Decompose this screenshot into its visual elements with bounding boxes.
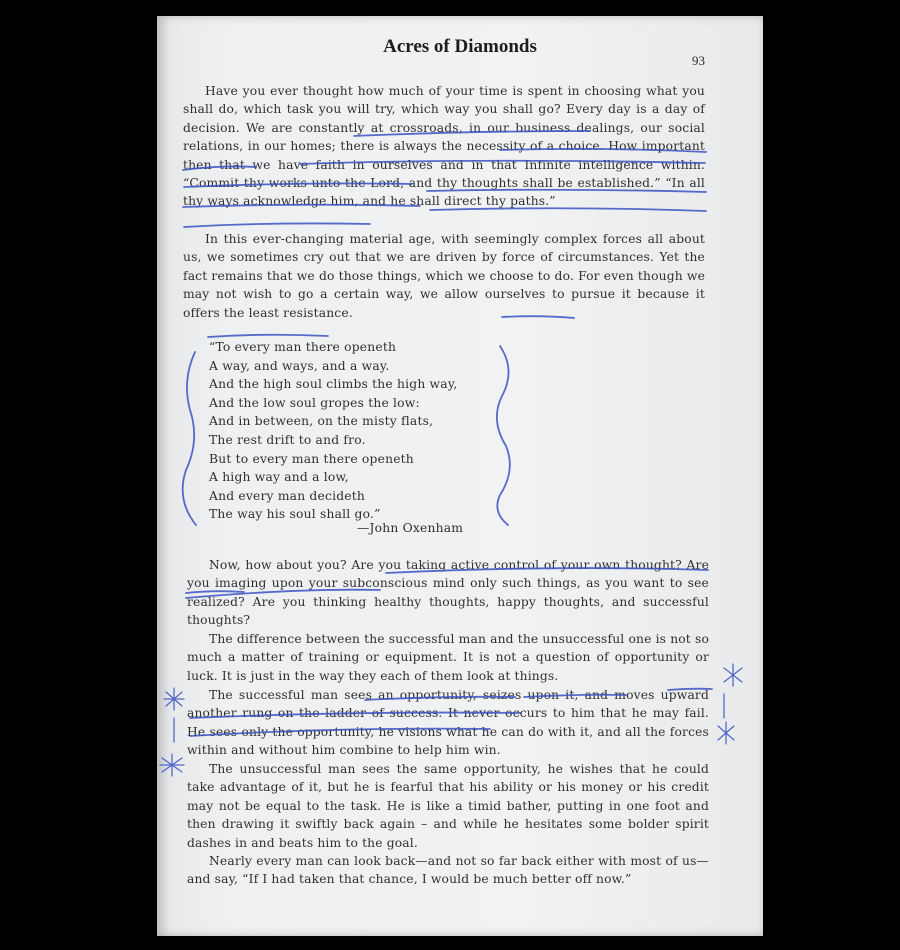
poem-line: The way his soul shall go.” (209, 507, 381, 522)
paragraph-7: Nearly every man can look back—and not so far back either with most of us—and say, “If I had taken that chance, I would be much better off now.” (187, 854, 709, 887)
book-page (157, 16, 763, 936)
page-number: 93 (692, 53, 705, 68)
poem-attribution: —John Oxenham (357, 521, 464, 535)
paragraph-2: In this ever-changing material age, with seemingly complex forces all about us, we sometimes cry out that we are driven by force of circumstances. Yet the fact remains that we do those things, which we choose to do. For even though we may not wish to go a certain way, we allow ourselves to pursue it because it offers the least resistance. (183, 232, 705, 320)
poem-line: But to every man there openeth (209, 451, 414, 466)
running-head: Acres of Diamonds (383, 36, 537, 57)
paragraph-4: The difference between the successful man and the unsuccessful one is not so much a matter of training or equipment. It is not a question of opportunity or luck. It is just in the way they each of them look at things. (187, 632, 709, 683)
poem-line: And in between, on the misty flats, (209, 414, 434, 429)
paragraph-3: Now, how about you? Are you taking active control of your own thought? Are you imaging upon your subconscious mind only such things, as you want to see realized? Are you thinking healthy thoughts, happy thoughts, and successful thoughts? (187, 558, 709, 628)
poem (209, 338, 457, 524)
poem-line: A high way and a low, (209, 470, 349, 485)
poem-line: And every man decideth (209, 488, 366, 503)
poem-line: And the high soul climbs the high way, (209, 377, 458, 392)
paragraph-6: The unsuccessful man sees the same opportunity, he wishes that he could take advantage of it, but he is fearful that his ability or his money or his credit may not be equal to the task. He is like a timid bather, putting in one foot and then drawing it swiftly back again – and while he hesitates some bolder spirit dashes in and beats him to the goal. (187, 762, 709, 850)
paragraph-1: Have you ever thought how much of your time is spent in choosing what you shall do, which task you will try, which way you shall go? Every day is a day of decision. We are constantly at crossroads, in our business dealings, our social relations, in our homes; there is always the necessity of a choice. How important then that we have faith in ourselves and in that Infinite intelligence within. “Commit thy works unto the Lord, and thy thoughts shall be established.” “In all thy ways acknowledge him, and he shall direct thy paths.” (183, 84, 705, 209)
poem-line: The rest drift to and fro. (209, 432, 366, 447)
poem-line: And the low soul gropes the low: (209, 395, 420, 410)
paragraph-5: The successful man sees an opportunity, seizes upon it, and moves upward another rung on the ladder of success. It never occurs to him that he may fail. He sees only the opportunity, he visions what he can do with it, and all the forces within and without him combine to help him win. (187, 688, 709, 758)
poem-line: A way, and ways, and a way. (209, 358, 390, 373)
poem-line: “To every man there openeth (209, 340, 397, 354)
